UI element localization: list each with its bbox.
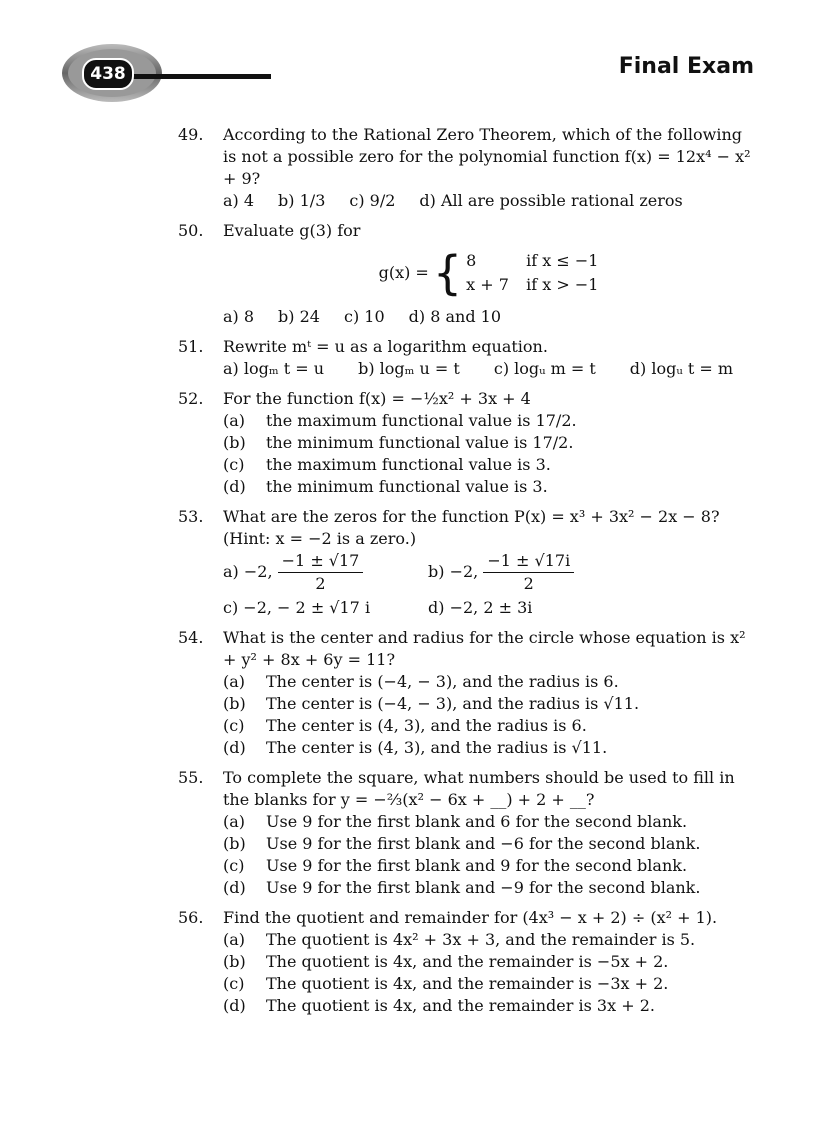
- answer-option: c) logᵤ m = t: [493, 359, 596, 378]
- answer-option: Use 9 for the first blank and −6 for the second blank.: [266, 834, 701, 853]
- option-label: (c): [223, 455, 245, 474]
- question-stem: According to the Rational Zero Theorem, which of the following is not a possible zero for the polynomial function f(x) = 12x⁴ − x² + 9?: [223, 125, 751, 188]
- denominator: 2: [315, 574, 326, 593]
- option-label: (a): [223, 411, 246, 430]
- case-expression: 8: [466, 251, 477, 270]
- answer-option: a) logₘ t = u: [223, 359, 325, 378]
- option-label: (d): [223, 477, 246, 496]
- answer-option: [428, 597, 754, 619]
- answer-options: [223, 358, 754, 380]
- answer-options: [223, 190, 754, 212]
- question-stem: Find the quotient and remainder for (4x³ − x + 2) ÷ (x² + 1).: [223, 908, 718, 927]
- answer-option: the minimum functional value is 17/2.: [266, 433, 574, 452]
- question-55: [178, 767, 754, 899]
- answer-option: b) logₘ u = t: [358, 359, 460, 378]
- option-label: (c): [223, 856, 245, 875]
- piecewise-lhs: g(x) =: [378, 263, 429, 282]
- answer-options: [223, 550, 754, 619]
- header-rule: [130, 74, 271, 79]
- denominator: 2: [523, 574, 534, 593]
- option-label: (b): [223, 433, 246, 452]
- question-number: 51.: [178, 337, 204, 356]
- question-56: [178, 907, 754, 1017]
- answer-option: a) 4: [223, 191, 255, 210]
- answer-option: c) 9/2: [349, 191, 396, 210]
- option-label: a) −2,: [223, 562, 273, 581]
- question-stem: What are the zeros for the function P(x) = x³ + 3x² − 2x − 8? (Hint: x = −2 is a zero.): [223, 507, 720, 548]
- page-number: 438: [82, 58, 134, 90]
- answer-option: [223, 597, 428, 619]
- case-expression: x + 7: [466, 275, 509, 294]
- answer-option: the maximum functional value is 3.: [266, 455, 551, 474]
- question-49: [178, 124, 754, 212]
- case-condition: if x ≤ −1: [526, 251, 599, 270]
- answer-option: a) 8: [223, 307, 255, 326]
- fraction: [483, 550, 574, 595]
- question-number: 49.: [178, 125, 204, 144]
- question-stem: What is the center and radius for the circle whose equation is x² + y² + 8x + 6y = 11?: [223, 628, 746, 669]
- answer-option: [428, 550, 754, 595]
- answer-option: The quotient is 4x, and the remainder is 3x + 2.: [266, 996, 655, 1015]
- answer-option: c) 10: [343, 307, 385, 326]
- option-label: (b): [223, 952, 246, 971]
- brace-icon: {: [432, 246, 463, 300]
- option-label: (b): [223, 694, 246, 713]
- answer-option: Use 9 for the first blank and 6 for the second blank.: [266, 812, 688, 831]
- question-stem: Evaluate g(3) for: [223, 221, 361, 240]
- answer-option: b) 1/3: [278, 191, 326, 210]
- answer-option: Use 9 for the first blank and 9 for the second blank.: [266, 856, 688, 875]
- answer-option: The center is (4, 3), and the radius is √11.: [266, 738, 608, 757]
- chapter-title: Final Exam: [618, 54, 754, 79]
- question-number: 56.: [178, 908, 204, 927]
- answer-option: d) 8 and 10: [408, 307, 502, 326]
- answer-option: Use 9 for the first blank and −9 for the second blank.: [266, 878, 701, 897]
- option-label: (c): [223, 716, 245, 735]
- option-text: −2, − 2 ± √17 i: [243, 598, 371, 617]
- question-stem: Rewrite mᵗ = u as a logarithm equation.: [223, 337, 548, 356]
- question-number: 54.: [178, 628, 204, 647]
- option-label: (c): [223, 974, 245, 993]
- numerator: −1 ± √17: [278, 550, 364, 573]
- case-condition: if x > −1: [526, 275, 599, 294]
- option-label: (d): [223, 738, 246, 757]
- question-51: [178, 336, 754, 380]
- answer-option: d) logᵤ t = m: [629, 359, 734, 378]
- option-label: b) −2,: [428, 562, 479, 581]
- option-label: (a): [223, 812, 246, 831]
- answer-option: The quotient is 4x, and the remainder is −5x + 2.: [266, 952, 669, 971]
- answer-option: [223, 550, 428, 595]
- option-label: d): [428, 598, 445, 617]
- option-label: c): [223, 598, 239, 617]
- option-label: (a): [223, 672, 246, 691]
- answer-option: b) 24: [278, 307, 320, 326]
- question-52: [178, 388, 754, 498]
- exam-questions: [178, 124, 754, 1025]
- answer-option: the maximum functional value is 17/2.: [266, 411, 577, 430]
- question-54: [178, 627, 754, 759]
- option-label: (d): [223, 996, 246, 1015]
- piecewise-function: [223, 246, 754, 300]
- fraction: [278, 550, 364, 595]
- answer-option: The quotient is 4x, and the remainder is −3x + 2.: [266, 974, 669, 993]
- question-number: 55.: [178, 768, 204, 787]
- option-text: −2, 2 ± 3i: [449, 598, 533, 617]
- answer-option: The quotient is 4x² + 3x + 3, and the remainder is 5.: [266, 930, 696, 949]
- question-stem: To complete the square, what numbers should be used to fill in the blanks for y = −⅔(x² − 6x + __) + 2 + __?: [223, 768, 735, 809]
- answer-option: The center is (−4, − 3), and the radius is √11.: [266, 694, 640, 713]
- numerator: −1 ± √17i: [483, 550, 574, 573]
- question-stem: For the function f(x) = −½x² + 3x + 4: [223, 389, 531, 408]
- option-label: (d): [223, 878, 246, 897]
- question-50: [178, 220, 754, 328]
- option-label: (a): [223, 930, 246, 949]
- answer-option: The center is (−4, − 3), and the radius is 6.: [266, 672, 619, 691]
- option-label: (b): [223, 834, 246, 853]
- answer-option: d) All are possible rational zeros: [419, 191, 683, 210]
- question-number: 50.: [178, 221, 204, 240]
- answer-option: The center is (4, 3), and the radius is 6.: [266, 716, 587, 735]
- answer-option: the minimum functional value is 3.: [266, 477, 548, 496]
- question-number: 53.: [178, 507, 204, 526]
- answer-options: [223, 306, 754, 328]
- question-53: [178, 506, 754, 619]
- question-number: 52.: [178, 389, 204, 408]
